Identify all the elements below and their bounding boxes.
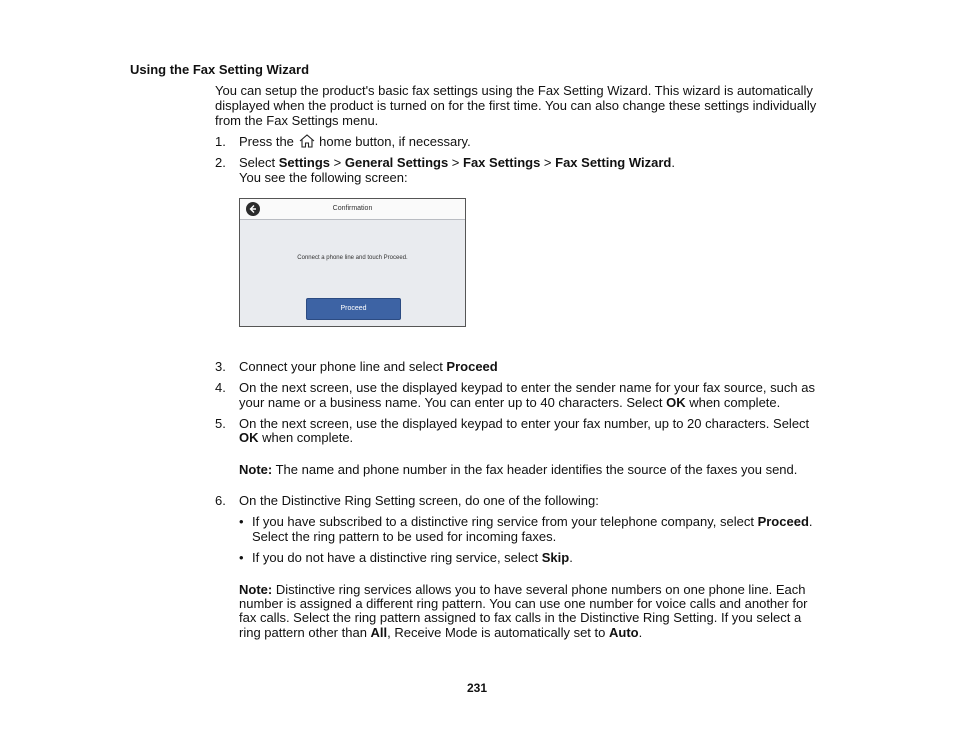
note-fax-header [239, 462, 829, 477]
bullet-mark: • [239, 514, 244, 529]
note-distinctive-ring-line1 [239, 582, 829, 597]
step-4-ok: OK [666, 395, 686, 410]
step-1-text [239, 134, 829, 149]
bullet-1-line1 [252, 514, 827, 529]
step-4-end: when complete. [685, 395, 781, 410]
menu-settings: Settings [278, 155, 331, 170]
screen-title-bar [240, 199, 465, 220]
step-2-line2: You see the following screen: [239, 170, 408, 185]
menu-general-settings: General Settings [344, 155, 449, 170]
step-3-text [239, 359, 829, 374]
proceed-button[interactable]: Proceed [306, 298, 401, 320]
sep: > [448, 155, 464, 170]
step-5-line2 [239, 430, 829, 445]
step-4-body: your name or a business name. You can enter up to 40 characters. Select [239, 395, 667, 410]
step-3-body: Connect your phone line and select [239, 359, 447, 374]
menu-fax-settings: Fax Settings [463, 155, 541, 170]
step-5-ok: OK [239, 430, 259, 445]
step-2-text [239, 155, 829, 170]
step-4-number: 4. [215, 380, 226, 395]
step-5-end: when complete. [258, 430, 354, 445]
step-1-pre: Press the [239, 134, 294, 149]
bullet-1-proceed: Proceed [757, 514, 809, 529]
note-auto: Auto [608, 625, 639, 640]
note-distinctive-ring-line4 [239, 625, 829, 640]
note-label: Note: [239, 582, 273, 597]
screen-message: Connect a phone line and touch Proceed. [297, 255, 408, 261]
screen-title: Confirmation [332, 205, 373, 212]
step-5-line1: On the next screen, use the displayed keypad to enter your fax number, up to 20 characters. Select [239, 416, 810, 431]
note-label: Note: [239, 462, 273, 477]
step-2-number: 2. [215, 155, 226, 170]
intro-paragraph: You can setup the product's basic fax settings using the Fax Setting Wizard. This wizard is automatically displayed when the product is turned on for the first time. You can also change these settings individually from the Fax Settings menu. [215, 83, 817, 128]
confirmation-screen [239, 198, 466, 327]
bullet-1-body: If you have subscribed to a distinctive ring service from your telephone company, select [252, 514, 758, 529]
section-heading: Using the Fax Setting Wizard [130, 62, 310, 77]
step-4-line1: On the next screen, use the displayed keypad to enter the sender name for your fax source, such as [239, 380, 815, 395]
step-1-number: 1. [215, 134, 226, 149]
step-2-end: . [671, 155, 675, 170]
bullet-2-skip: Skip [541, 550, 570, 565]
note-body: , Receive Mode is automatically set to [387, 625, 609, 640]
note-body: Distinctive ring services allows you to have several phone numbers on one phone line. Each [272, 582, 806, 597]
bullet-2-end: . [569, 550, 573, 565]
step-6-number: 6. [215, 493, 226, 508]
bullet-1-line2: Select the ring pattern to be used for incoming faxes. [252, 529, 557, 544]
menu-fax-setting-wizard: Fax Setting Wizard [555, 155, 672, 170]
note-distinctive-ring-line2: number is assigned a different ring pattern. You can use one number for voice calls and another for [239, 596, 808, 611]
note-body: ring pattern other than [239, 625, 371, 640]
step-5-number: 5. [215, 416, 226, 431]
bullet-2-body: If you do not have a distinctive ring service, select [252, 550, 542, 565]
note-distinctive-ring-line3: fax calls. Select the ring pattern assigned to fax calls in the Distinctive Ring Setting. If you select a [239, 610, 802, 625]
sep: > [330, 155, 345, 170]
step-1-post: home button, if necessary. [319, 134, 471, 149]
home-icon [299, 134, 315, 148]
bullet-1-end: . [808, 514, 813, 529]
note-all: All [370, 625, 388, 640]
bullet-mark: • [239, 550, 244, 565]
step-3-number: 3. [215, 359, 226, 374]
page-number: 231 [466, 681, 488, 695]
step-3-proceed: Proceed [446, 359, 498, 374]
note-body: The name and phone number in the fax header identifies the source of the faxes you send. [272, 462, 798, 477]
step-6-text: On the Distinctive Ring Setting screen, do one of the following: [239, 493, 599, 508]
step-2-select-word: Select [239, 155, 279, 170]
step-4-line2 [239, 395, 829, 410]
sep: > [540, 155, 556, 170]
note-end: . [638, 625, 643, 640]
bullet-2-text [252, 550, 827, 565]
